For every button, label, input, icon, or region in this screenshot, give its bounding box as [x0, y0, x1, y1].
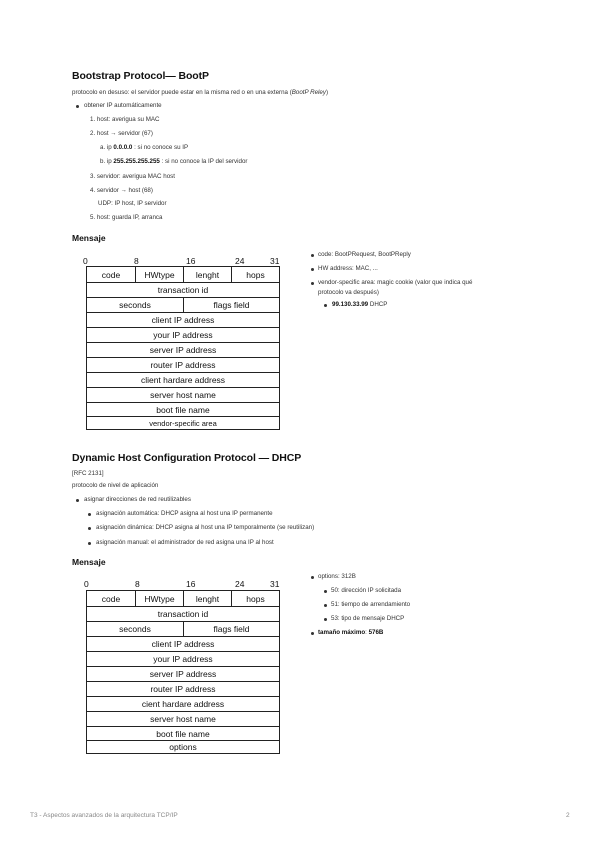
diagram-cell-length: lenght [183, 267, 231, 282]
diagram-field: server IP address [149, 669, 217, 679]
bootp-step-4: 4. servidor → host (68) [90, 187, 153, 194]
max-size-value: 576B [368, 629, 384, 636]
dhcp-note-opt-51: 51: tiempo de arrendamiento [331, 601, 411, 608]
diagram-cell-transaction: transaction id [157, 285, 209, 295]
diagram-field: your IP address [153, 654, 213, 664]
bit-label: 8 [135, 579, 140, 589]
bullet-icon [76, 105, 79, 108]
diagram-cell-code: code [101, 593, 121, 604]
diagram-row [87, 696, 279, 711]
bullet-icon [311, 268, 314, 271]
bootp-bullet-obtain: obtener IP automáticamente [84, 102, 162, 109]
bootp-note-vendor: vendor-specific area: magic cookie (valor que indica qué [318, 279, 473, 286]
diagram-row [87, 681, 279, 696]
dhcp-sub-auto: asignación automática: DHCP asigna al host una IP permanente [96, 510, 273, 517]
bit-label: 31 [270, 579, 280, 589]
bit-label: 24 [235, 256, 245, 266]
bullet-icon [324, 618, 327, 621]
step-2b-ip: 255.255.255.255 [113, 158, 160, 165]
bit-label: 8 [134, 256, 139, 266]
bootp-title: Bootstrap Protocol— BootP [72, 70, 209, 82]
cookie-value: 99.130.33.99 [332, 301, 369, 308]
dhcp-rfc: [RFC 2131] [72, 470, 104, 477]
diagram-cell-length: lenght [183, 591, 231, 606]
bit-label: 0 [84, 579, 89, 589]
diagram-row [87, 357, 279, 372]
diagram-cell-seconds: seconds [119, 624, 151, 634]
diagram-row [87, 726, 279, 740]
diagram-field: vendor-specific area [149, 418, 217, 428]
bullet-icon [324, 590, 327, 593]
bootp-note-cookie [332, 301, 387, 308]
dhcp-sub-manual: asignación manual: el administrador de red asigna una IP al host [96, 539, 274, 546]
bootp-message-diagram [86, 266, 280, 430]
max-size-sep: : [365, 629, 369, 636]
dhcp-note-opt-50: 50: dirección IP solicitada [331, 587, 402, 594]
dhcp-note-options: options: 312B [318, 573, 356, 580]
step-2a-prefix: a. ip [100, 144, 114, 151]
diagram-field: server host name [150, 390, 216, 400]
bullet-icon [88, 513, 91, 516]
diagram-row [87, 372, 279, 387]
dhcp-level: protocolo de nivel de aplicación [72, 482, 159, 489]
diagram-field: options [169, 742, 197, 752]
diagram-row [87, 387, 279, 402]
diagram-cell-code: code [101, 269, 121, 280]
diagram-row [87, 312, 279, 327]
bullet-icon [311, 632, 314, 635]
bootp-note-code: code: BootPRequest, BootPReply [318, 251, 411, 258]
bootp-intro-suffix: ) [325, 89, 329, 96]
diagram-cell-seconds: seconds [119, 300, 151, 310]
bullet-icon [88, 542, 91, 545]
dhcp-mensaje-heading: Mensaje [72, 557, 106, 567]
diagram-cell-hops: hops [231, 591, 279, 606]
bootp-step-1: 1. host: averigua su MAC [90, 116, 160, 123]
step-2b-suffix: : si no conoce la IP del servidor [159, 158, 248, 165]
bit-label: 0 [83, 256, 88, 266]
diagram-row [87, 282, 279, 297]
bootp-step-5: 5. host: guarda IP, arranca [90, 214, 163, 221]
diagram-cell-hwtype: HWtype [135, 591, 183, 606]
diagram-row [87, 416, 279, 429]
bootp-step-3: 3. servidor: averigua MAC host [90, 173, 175, 180]
dhcp-note-opt-53: 53: tipo de mensaje DHCP [331, 615, 405, 622]
diagram-field: router IP address [150, 360, 216, 370]
step-2b-prefix: b. ip [100, 158, 114, 165]
diagram-row [87, 591, 279, 606]
bullet-icon [76, 499, 79, 502]
step-2a-suffix: : si no conoce su IP [132, 144, 189, 151]
diagram-field: your IP address [153, 330, 213, 340]
diagram-cell-hops: hops [231, 267, 279, 282]
bootp-note-vendor-cont: protocolo va después) [318, 289, 379, 296]
diagram-row [87, 342, 279, 357]
bootp-intro [72, 89, 328, 96]
bit-label: 16 [186, 256, 196, 266]
diagram-row [87, 297, 279, 312]
diagram-field: router IP address [150, 684, 216, 694]
diagram-cell-flags: flags field [183, 298, 279, 312]
diagram-cell-hwtype: HWtype [135, 267, 183, 282]
bootp-step-2: 2. host → servidor (67) [90, 130, 153, 137]
bootp-intro-italic: BootP Reley [291, 89, 326, 96]
cookie-rest: DHCP [368, 301, 388, 308]
diagram-field: boot file name [156, 404, 210, 415]
bullet-icon [324, 604, 327, 607]
diagram-row [87, 651, 279, 666]
diagram-field: server host name [150, 714, 216, 724]
dhcp-note-max-size [318, 629, 383, 636]
diagram-row [87, 267, 279, 282]
diagram-field: server IP address [149, 345, 217, 355]
diagram-cell-flags: flags field [183, 622, 279, 636]
dhcp-message-diagram [86, 590, 280, 754]
page-number: 2 [566, 812, 570, 819]
bullet-icon [311, 282, 314, 285]
bootp-note-hw: HW address: MAC, ... [318, 265, 378, 272]
diagram-field: client hardare address [140, 375, 226, 385]
step-2a-ip: 0.0.0.0 [113, 144, 133, 151]
bullet-icon [324, 304, 327, 307]
diagram-row [87, 711, 279, 726]
diagram-row [87, 666, 279, 681]
footer-title: T3 - Aspectos avanzados de la arquitectura TCP/IP [30, 812, 178, 819]
bit-label: 16 [186, 579, 196, 589]
diagram-row [87, 327, 279, 342]
bullet-icon [311, 576, 314, 579]
dhcp-sub-dynamic: asignación dinámica: DHCP asigna al host una IP temporalmente (se reutilizan) [96, 524, 315, 531]
bootp-step-2a [100, 144, 188, 151]
diagram-row [87, 636, 279, 651]
diagram-field: boot file name [156, 728, 210, 739]
diagram-row [87, 740, 279, 753]
bootp-intro-prefix: protocolo en desuso: el servidor puede estar en la misma red o en una externa ( [72, 89, 292, 96]
bullet-icon [311, 254, 314, 257]
bootp-step-4-note: UDP: IP host, IP servidor [98, 200, 167, 207]
dhcp-title: Dynamic Host Configuration Protocol — DHCP [72, 452, 302, 464]
dhcp-bullet-assign: asignar direcciones de red reutilizables [84, 496, 191, 503]
diagram-row [87, 402, 279, 416]
bullet-icon [88, 527, 91, 530]
diagram-row [87, 606, 279, 621]
diagram-field: client IP address [151, 315, 215, 325]
diagram-cell-transaction: transaction id [157, 609, 209, 619]
bit-label: 24 [235, 579, 245, 589]
diagram-field: cient hardare address [141, 699, 225, 709]
max-size-label: tamaño máximo [318, 629, 366, 636]
diagram-row [87, 621, 279, 636]
bit-label: 31 [270, 256, 280, 266]
bootp-mensaje-heading: Mensaje [72, 233, 106, 243]
bootp-step-2b [100, 158, 247, 165]
diagram-field: client IP address [151, 639, 215, 649]
